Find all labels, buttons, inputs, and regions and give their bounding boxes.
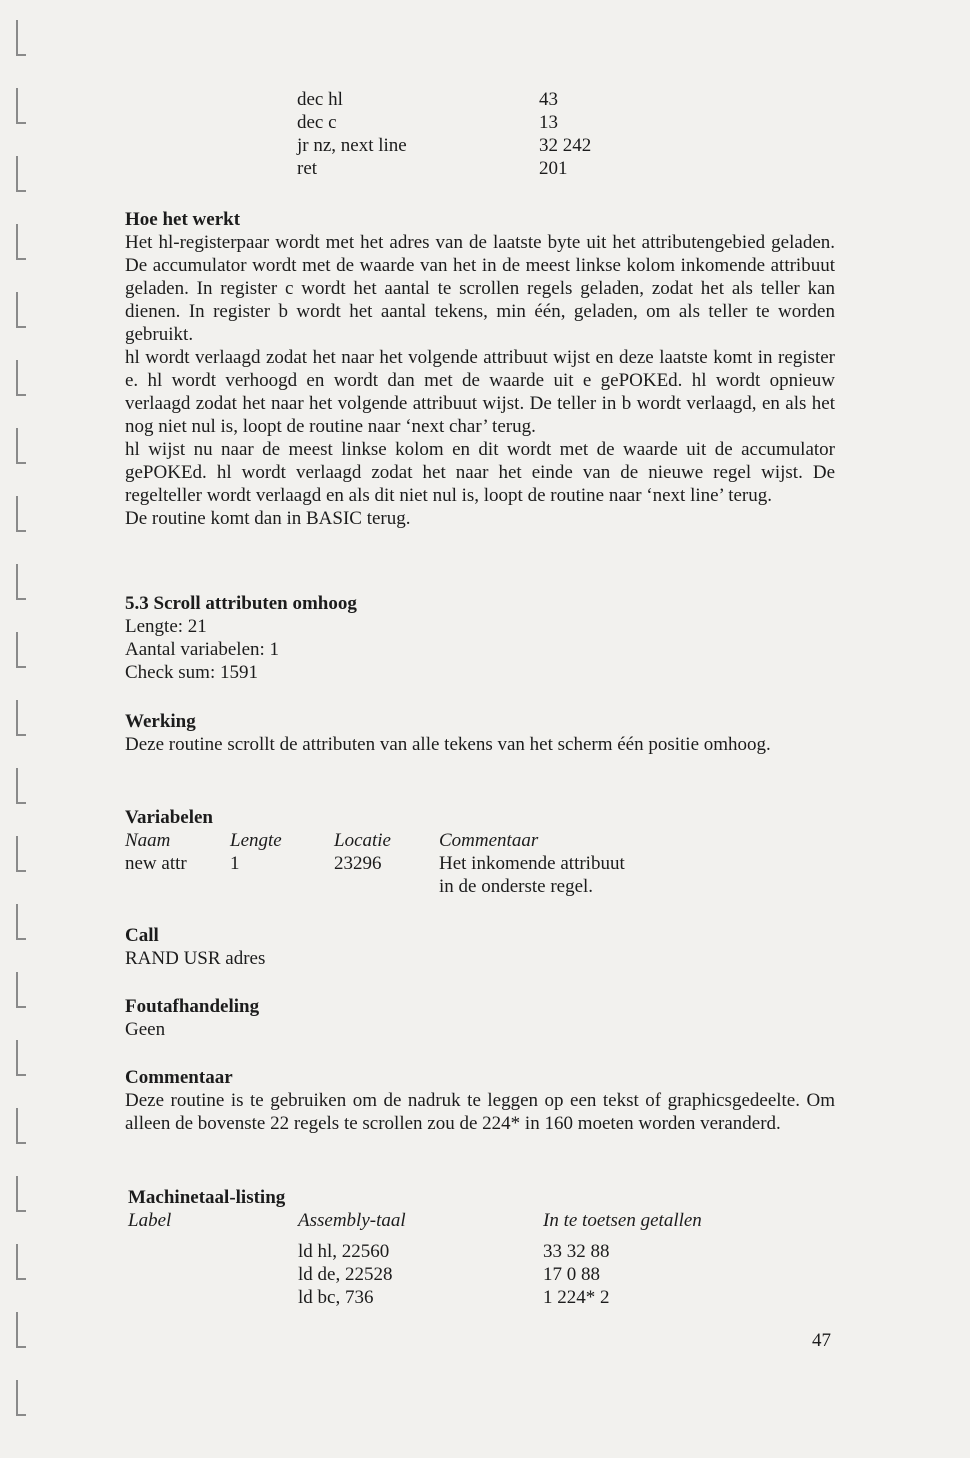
werking-section — [125, 710, 835, 756]
binding-mark — [16, 632, 26, 668]
paragraph: De routine komt dan in BASIC terug. — [125, 508, 411, 529]
code-instruction: ret — [297, 158, 318, 179]
binding-mark — [16, 1244, 26, 1280]
binding-mark — [16, 1380, 26, 1416]
page-number: 47 — [812, 1330, 831, 1351]
column-header: Locatie — [334, 830, 391, 851]
spiral-binding — [16, 20, 30, 1440]
machine-listing-heading-block — [128, 1186, 838, 1209]
code-row — [297, 134, 739, 157]
code-row — [297, 111, 739, 134]
column-header: Naam — [125, 830, 171, 851]
binding-mark — [16, 1040, 26, 1076]
section-heading: Variabelen — [125, 807, 213, 828]
column-header: Assembly-taal — [298, 1210, 406, 1231]
comment-section — [125, 1066, 835, 1135]
binding-mark — [16, 836, 26, 872]
variable-comment: in de onderste regel. — [439, 876, 594, 897]
column-header: Commentaar — [439, 830, 539, 851]
how-it-works-section — [125, 208, 835, 530]
code-row — [297, 88, 739, 111]
variabelen-heading-block — [125, 806, 835, 829]
paragraph: hl wijst nu naar de meest linkse kolom en dit wordt met de waarde uit de accumulator gePOKEd. hl wordt verlaagd zodat het naar het einde van de nieuwe regel wijst. De regelteller wordt verlaagd en als dit niet nul is, loopt de routine naar ‘next line’ terug. — [125, 439, 835, 506]
listing-label — [128, 1240, 298, 1263]
variables-table — [125, 829, 679, 898]
binding-mark — [16, 428, 26, 464]
variable-comment: Het inkomende attribuut — [439, 853, 625, 874]
binding-mark — [16, 360, 26, 396]
num-variables-line: Aantal variabelen: 1 — [125, 639, 280, 660]
binding-mark — [16, 972, 26, 1008]
listing-assembly: ld de, 22528 — [298, 1264, 393, 1285]
binding-mark — [16, 496, 26, 532]
binding-mark — [16, 1176, 26, 1212]
binding-mark — [16, 292, 26, 328]
table-row — [128, 1263, 763, 1286]
section-heading: Call — [125, 925, 159, 946]
listing-label — [128, 1286, 298, 1309]
column-header: In te toetsen getallen — [543, 1210, 702, 1231]
code-row — [297, 157, 739, 180]
listing-label — [128, 1263, 298, 1286]
table-header-row — [128, 1209, 763, 1232]
section-heading: Commentaar — [125, 1067, 233, 1088]
code-instruction: dec c — [297, 112, 337, 133]
section-heading: Foutafhandeling — [125, 996, 260, 1017]
table-row — [128, 1286, 763, 1309]
checksum-line: Check sum: 1591 — [125, 662, 258, 683]
length-line: Lengte: 21 — [125, 616, 207, 637]
code-bytes: 13 — [539, 112, 558, 133]
listing-assembly: ld hl, 22560 — [298, 1241, 390, 1262]
machine-listing-table — [128, 1209, 763, 1309]
table-row — [128, 1240, 763, 1263]
code-bytes: 43 — [539, 89, 558, 110]
variable-location: 23296 — [334, 853, 382, 874]
paragraph: Het hl-registerpaar wordt met het adres van de laatste byte uit het attributengebied geladen. De accumulator wordt met de waarde van het in de meest linkse kolom inkomende attribuut geladen. In register c wordt het aantal te scrollen regels geladen, zodat het als teller kan dienen. In register b wordt het aantal tekens, min één, geladen, om als teller te worden gebruikt. — [125, 232, 835, 345]
code-instruction: jr nz, next line — [297, 135, 407, 156]
binding-mark — [16, 768, 26, 804]
top-code-listing — [297, 88, 739, 180]
section-heading: Hoe het werkt — [125, 209, 241, 230]
listing-numbers: 33 32 88 — [543, 1241, 610, 1262]
table-row — [125, 875, 679, 898]
listing-numbers: 1 224* 2 — [543, 1287, 610, 1308]
section-heading: 5.3 Scroll attributen omhoog — [125, 593, 357, 614]
section-heading: Machinetaal-listing — [128, 1187, 286, 1208]
section-5-3 — [125, 592, 835, 684]
section-heading: Werking — [125, 711, 196, 732]
column-header: Label — [128, 1210, 172, 1231]
binding-mark — [16, 904, 26, 940]
code-bytes: 32 242 — [539, 135, 592, 156]
binding-mark — [16, 88, 26, 124]
binding-mark — [16, 564, 26, 600]
listing-assembly: ld bc, 736 — [298, 1287, 374, 1308]
call-section — [125, 924, 835, 970]
listing-numbers: 17 0 88 — [543, 1264, 600, 1285]
paragraph: hl wordt verlaagd zodat het naar het volgende attribuut wijst en deze laatste komt in register e. hl wordt verhoogd en wordt dan met de waarde uit e gePOKEd. hl wordt opnieuw verlaagd zodat het naar het volgende attribuut wijst. De teller in b wordt verlaagd, en als het nog niet nul is, loopt de routine naar ‘next char’ terug. — [125, 347, 835, 437]
binding-mark — [16, 224, 26, 260]
paragraph: Deze routine is te gebruiken om de nadruk te leggen op een tekst of graphicsgedeelte. Om alleen de bovenste 22 regels te scrollen zou de 224* in 160 moeten worden veranderd. — [125, 1090, 835, 1134]
variable-length: 1 — [230, 853, 240, 874]
call-text: RAND USR adres — [125, 948, 266, 969]
paragraph: Deze routine scrollt de attributen van alle tekens van het scherm één positie omhoog. — [125, 734, 771, 755]
code-bytes: 201 — [539, 158, 568, 179]
binding-mark — [16, 1312, 26, 1348]
error-handling-section — [125, 995, 835, 1041]
binding-mark — [16, 20, 26, 56]
code-instruction: dec hl — [297, 89, 343, 110]
binding-mark — [16, 156, 26, 192]
table-row — [125, 852, 679, 875]
variable-name: new attr — [125, 853, 187, 874]
column-header: Lengte — [230, 830, 282, 851]
binding-mark — [16, 700, 26, 736]
table-header-row — [125, 829, 679, 852]
error-handling-text: Geen — [125, 1019, 166, 1040]
binding-mark — [16, 1108, 26, 1144]
